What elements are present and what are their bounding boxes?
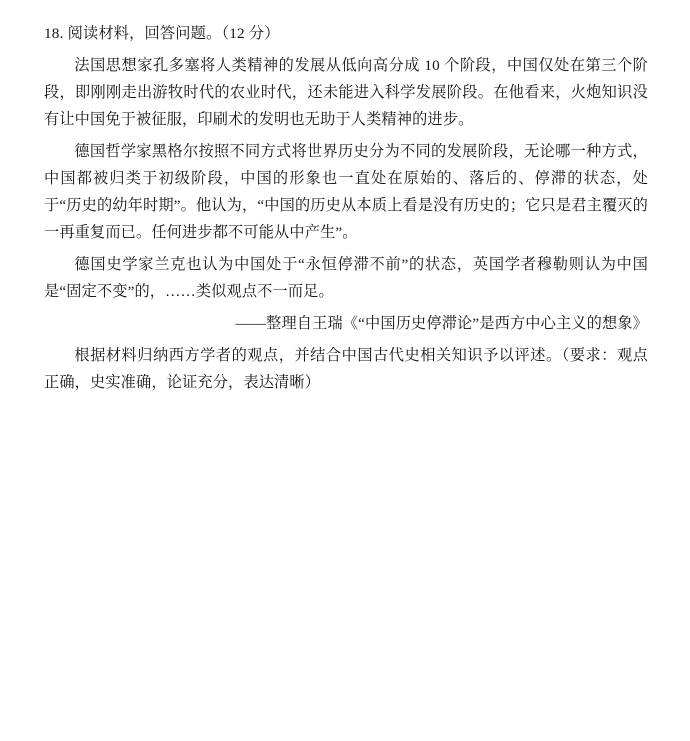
material-source-citation: ——整理自王瑞《“中国历史停滞论”是西方中心主义的想象》 <box>235 314 648 332</box>
question-requirement: 根据材料归纳西方学者的观点，并结合中国古代史相关知识予以评述。（要求：观点正确，史实准确，论证充分，表达清晰） <box>44 347 648 392</box>
material-paragraph-3: 德国史学家兰克也认为中国处于“永恒停滞不前”的状态，英国学者穆勒则认为中国是“固定不变”的，……类似观点不一而足。 <box>44 255 648 300</box>
question-title: 18. 阅读材料，回答问题。（12 分） <box>44 25 280 42</box>
material-paragraph-1: 法国思想家孔多塞将人类精神的发展从低向高分成 10 个阶段，中国仅处在第三个阶段，即刚刚走出游牧时代的农业时代，还未能进入科学发展阶段。在他看来，火炮知识没有让中国免于被征服，印刷术的发明也无助于人类精神的进步。 <box>44 56 648 128</box>
material-paragraph-2: 德国哲学家黑格尔按照不同方式将世界历史分为不同的发展阶段，无论哪一种方式，中国都被归类于初级阶段，中国的形象也一直处在原始的、落后的、停滞的状态，处于“历史的幼年时期”。他认为，“中国的历史从本质上看是没有历史的；它只是君主覆灭的一再重复而已。任何进步都不可能从中产生”。 <box>44 142 648 241</box>
blank-answer-space <box>44 401 648 741</box>
